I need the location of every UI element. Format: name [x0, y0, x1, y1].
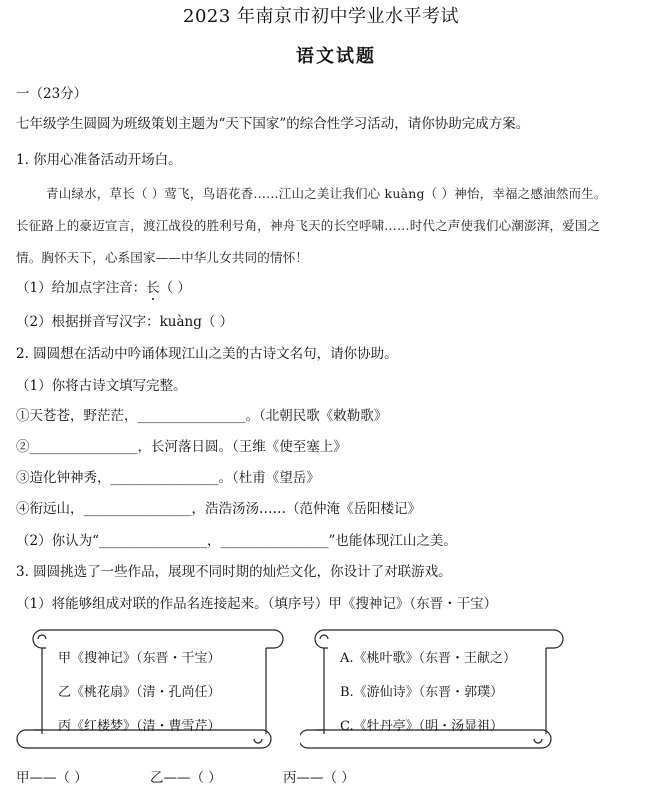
exam-subtitle: 语文试题: [296, 46, 376, 67]
poem-line-1: ①天苍苍，野茫茫，________________。（北朝民歌《敕勒歌》: [16, 408, 388, 424]
right-item-a[interactable]: A.《桃叶歌》（东晋・王献之）: [340, 651, 517, 666]
poem-line-2: ②________________，长河落日圆。（王维《使至塞上》: [16, 439, 347, 455]
section-intro: 七年级学生圆圆为班级策划主题为“天下国家”的综合性学习活动，请你协助完成方案。: [16, 116, 530, 132]
question-3-stem: 3. 圆圆挑选了一些作品，展现不同时期的灿烂文化，你设计了对联游戏。: [16, 564, 452, 580]
right-item-b[interactable]: B.《游仙诗》（东晋・郭璞）: [340, 685, 504, 700]
section-heading: 一（23分）: [16, 86, 88, 102]
sub1-prefix: （1）给加点字注音：: [16, 280, 147, 296]
sub1-answer-blank[interactable]: （ ）: [159, 280, 191, 296]
left-item-yi[interactable]: 乙《桃花扇》（清・孔尚任）: [58, 685, 221, 700]
passage-line-1: 青山绿水，草长（ ）莺飞，鸟语花香……江山之美让我们心 kuàng（ ）神怡，幸福之感油然而生。: [46, 186, 607, 201]
dotted-char: 长: [146, 276, 160, 296]
left-scroll-items: [58, 642, 221, 744]
question-1-stem: 1. 你用心准备活动开场白。: [16, 152, 182, 168]
right-scroll-items: [340, 642, 516, 744]
question-1-sub2: （2）根据拼音写汉字：kuàng（ ）: [16, 314, 234, 330]
poem-line-4: ④衔远山，________________，浩浩汤汤……（范仲淹《岳阳楼记》: [16, 501, 421, 517]
left-item-bing[interactable]: 丙《红楼梦》（清・曹雪芹）: [58, 719, 221, 734]
passage-line-2: 长征路上的豪迈宣言，渡江战役的胜利号角，神舟飞天的长空呼啸……时代之声使我们心潮澎湃，爱国之: [16, 218, 601, 233]
left-item-jia[interactable]: 甲《搜神记》（东晋・干宝）: [58, 651, 221, 666]
poem-line-3: ③造化钟神秀，________________。（杜甫《望岳》: [16, 470, 320, 486]
passage-line-3: 情。胸怀天下，心系国家——中华儿女共同的情怀！: [16, 250, 309, 265]
answer-jia[interactable]: 甲——（ ）: [16, 770, 88, 786]
question-2-stem: 2. 圆圆想在活动中吟诵体现江山之美的古诗文名句，请你协助。: [16, 346, 398, 362]
question-2-sub2: （2）你认为“________________，________________”也能体现江山之美。: [16, 533, 457, 549]
answer-bing[interactable]: 丙——（ ）: [283, 770, 355, 786]
question-2-sub1: （1）你将古诗文填写完整。: [16, 378, 187, 394]
right-item-c[interactable]: C.《牡丹亭》（明・汤显祖）: [340, 719, 504, 734]
answer-yi[interactable]: 乙——（ ）: [150, 770, 222, 786]
question-3-sub1: （1）将能够组成对联的作品名连接起来。（填序号）甲《搜神记》（东晋・干宝）: [16, 596, 498, 612]
question-1-sub1: [16, 276, 191, 296]
exam-title: 2023 年南京市初中学业水平考试: [183, 6, 460, 27]
